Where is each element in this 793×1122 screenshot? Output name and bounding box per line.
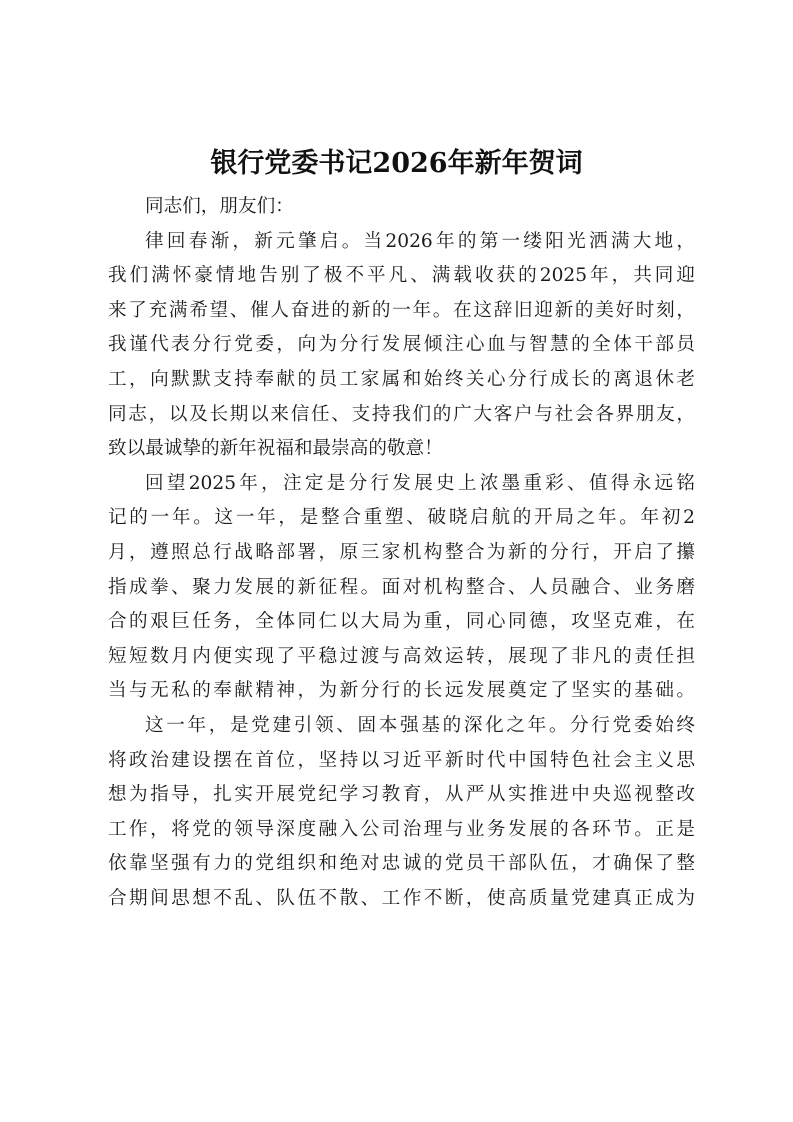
paragraph-line: 记的一年。这一年，是整合重塑、破晓启航的开局之年。年初2 — [108, 507, 695, 529]
paragraph-line: 想为指导，扎实开展党纪学习教育，从严从实推进中央巡视整改 — [108, 784, 695, 806]
document-title: 银行党委书记2026年新年贺词 — [210, 148, 583, 179]
paragraph-line: 来了充满希望、催人奋进的新的一年。在这辞旧迎新的美好时刻， — [108, 299, 695, 321]
paragraph-line: 月，遵照总行战略部署，原三家机构整合为新的分行，开启了攥 — [108, 541, 695, 563]
paragraph-line: 当与无私的奉献精神，为新分行的长远发展奠定了坚实的基础。 — [108, 680, 695, 702]
paragraph-line: 回望2025年，注定是分行发展史上浓墨重彩、值得永远铭 — [145, 472, 695, 494]
paragraph-line: 我们满怀豪情地告别了极不平凡、满载收获的2025年，共同迎 — [108, 265, 695, 287]
paragraph-line: 律回春渐，新元肇启。当2026年的第一缕阳光洒满大地， — [145, 230, 695, 252]
paragraph-line: 我谨代表分行党委，向为分行发展倾注心血与智慧的全体干部员 — [108, 334, 695, 356]
paragraph-line: 这一年，是党建引领、固本强基的深化之年。分行党委始终 — [145, 714, 695, 736]
paragraph-line: 合期间思想不乱、队伍不散、工作不断，使高质量党建真正成为 — [108, 887, 695, 909]
paragraph-line: 工作，将党的领导深度融入公司治理与业务发展的各环节。正是 — [108, 818, 695, 840]
paragraph-line: 致以最诚挚的新年祝福和最崇高的敬意！ — [108, 438, 443, 460]
document-body — [108, 190, 695, 916]
paragraph-line: 指成拳、聚力发展的新征程。面对机构整合、人员融合、业务磨 — [108, 576, 695, 598]
salutation-line: 同志们，朋友们： — [145, 196, 294, 217]
paragraph-line: 依靠坚强有力的党组织和绝对忠诚的党员干部队伍，才确保了整 — [108, 853, 695, 875]
paragraph-line: 短短数月内便实现了平稳过渡与高效运转，展现了非凡的责任担 — [108, 645, 695, 667]
paragraph-line: 合的艰巨任务，全体同仁以大局为重，同心同德，攻坚克难，在 — [108, 611, 695, 633]
paragraph-line: 同志，以及长期以来信任、支持我们的广大客户与社会各界朋友， — [108, 403, 695, 425]
paragraph-line: 工，向默默支持奉献的员工家属和始终关心分行成长的离退休老 — [108, 368, 695, 390]
paragraph-line: 将政治建设摆在首位，坚持以习近平新时代中国特色社会主义思 — [108, 749, 695, 771]
